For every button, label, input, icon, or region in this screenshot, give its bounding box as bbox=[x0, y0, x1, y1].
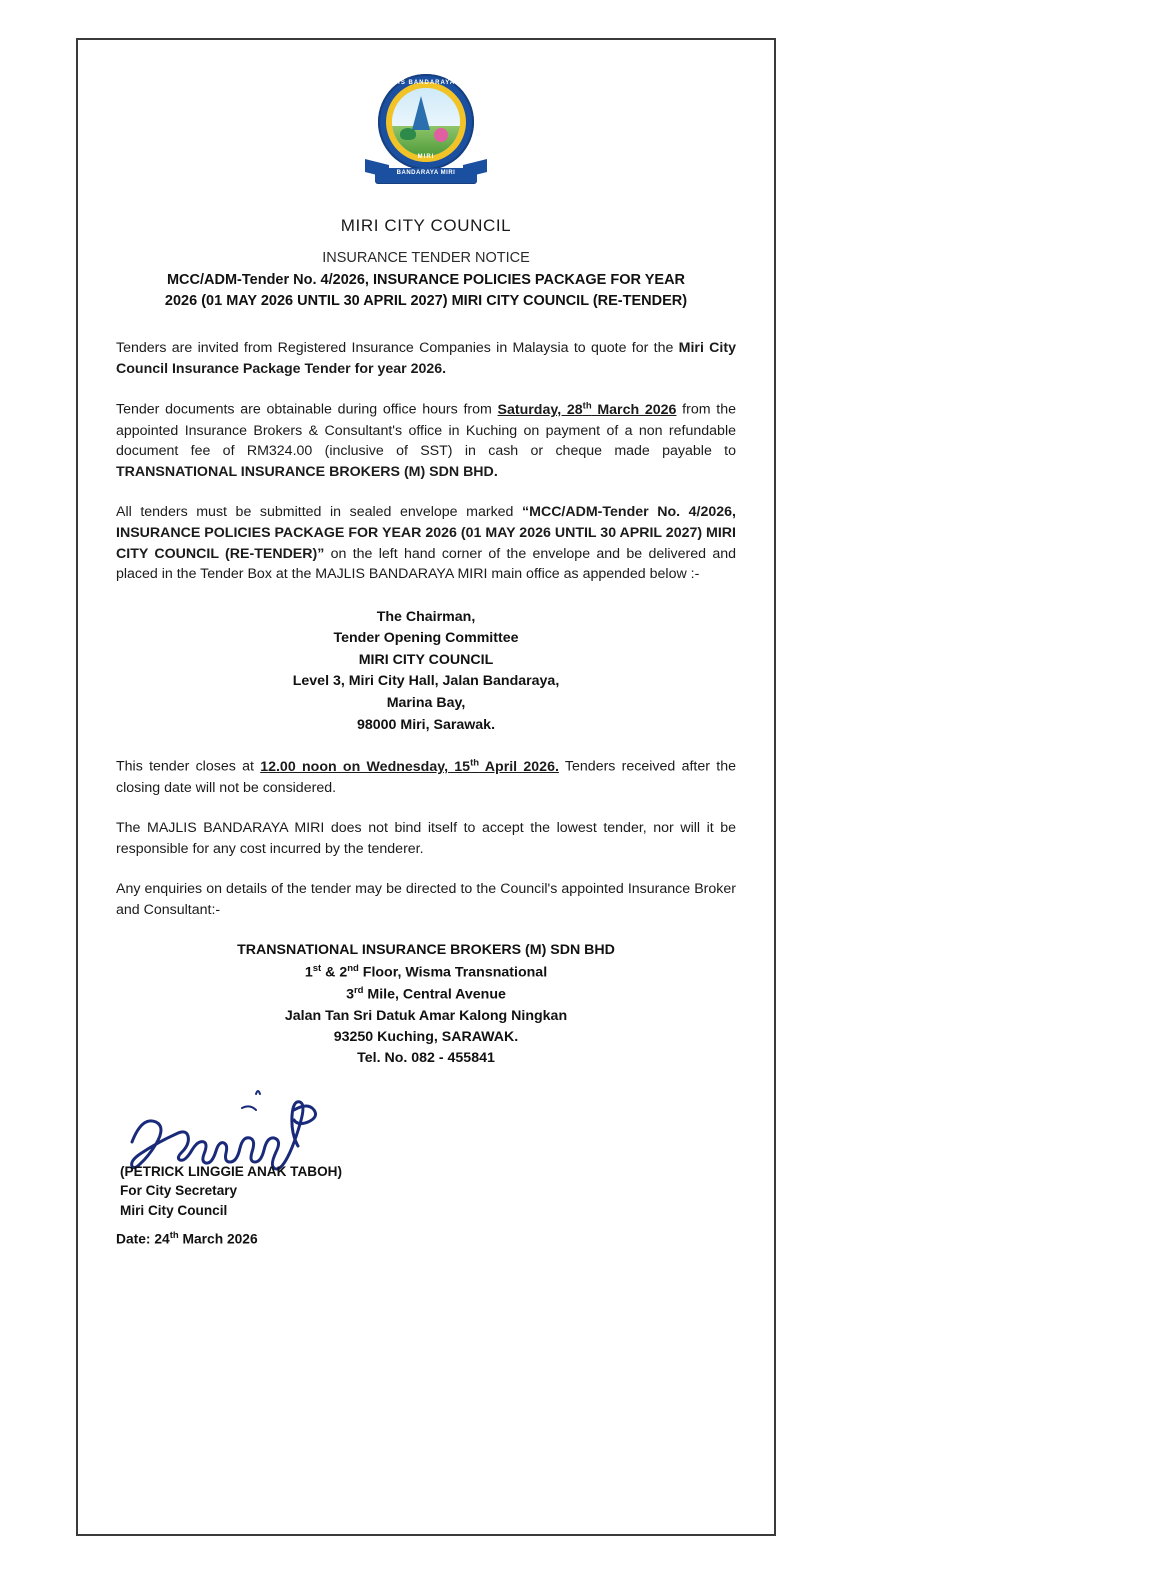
paragraph-invitation-text: Tenders are invited from Registered Insurance Companies in Malaysia to quote for the bbox=[116, 340, 679, 357]
broker-address-line-6: Tel. No. 082 - 455841 bbox=[357, 1050, 495, 1067]
signatory-name: (PETRICK LINGGIE ANAK TABOH) bbox=[120, 1163, 343, 1179]
paragraph-enquiries: Any enquiries on details of the tender may be directed to the Council's appointed Insurance Broker and Consultant:- bbox=[116, 881, 736, 918]
broker-floor-rest: Floor, Wisma Transnational bbox=[358, 964, 548, 981]
crest-ribbon-label: BANDARAYA MIRI bbox=[396, 170, 456, 176]
tender-box-address-line: Marina Bay, bbox=[386, 695, 466, 712]
broker-mile-rest: Mile, Central Avenue bbox=[363, 986, 506, 1003]
crest-container bbox=[116, 72, 736, 210]
notice-title-line-2: 2026 (01 MAY 2026 UNTIL 30 APRIL 2027) MIRI CITY COUNCIL (RE-TENDER) bbox=[164, 293, 688, 310]
broker-address-line-2 bbox=[116, 962, 736, 984]
signature-details bbox=[120, 1162, 342, 1221]
broker-company-name: TRANSNATIONAL INSURANCE BROKERS (M) SDN BHD bbox=[116, 463, 494, 480]
envelope-marking-text: “MCC/ADM-Tender No. 4/2026, INSURANCE POLICIES PACKAGE FOR YEAR 2026 (01 MAY 2026 UNTIL 30 APRIL 2027) MIRI CITY COUNCIL (RE-TENDER)” bbox=[116, 504, 736, 562]
broker-mile: 3 bbox=[346, 986, 354, 1003]
tender-box-address-line: 98000 Miri, Sarawak. bbox=[356, 716, 496, 733]
notice-kicker: INSURANCE TENDER NOTICE bbox=[322, 250, 530, 266]
paragraph-submission-text-2: on the left hand corner of the envelope and be delivered and placed in the Tender Box at the MAJLIS BANDARAYA MIRI main office as appended below :- bbox=[116, 545, 736, 583]
paragraph-submission bbox=[116, 502, 736, 584]
paragraph-closing-text-1: This tender closes at bbox=[116, 758, 261, 775]
broker-floor-1: 1 bbox=[304, 964, 313, 981]
crest-flower-icon bbox=[434, 128, 448, 142]
broker-address-line-5: 93250 Kuching, SARAWAK. bbox=[333, 1029, 519, 1046]
broker-floor-2-suffix: nd bbox=[347, 962, 359, 974]
broker-floor-1-suffix: st bbox=[312, 962, 322, 974]
tender-box-address bbox=[116, 607, 736, 736]
broker-floor-sep: & 2 bbox=[321, 964, 348, 981]
broker-address bbox=[116, 940, 736, 1069]
crest-bird-icon bbox=[400, 128, 416, 140]
crest-bottom-text: MIRI bbox=[417, 154, 435, 160]
document-date-month: March 2026 bbox=[178, 1231, 258, 1247]
paragraph-invitation bbox=[116, 338, 736, 379]
closing-time-month: April 2026. bbox=[479, 758, 559, 775]
notice-title bbox=[122, 270, 730, 312]
signature-block bbox=[116, 1086, 736, 1219]
broker-address-line-4: Jalan Tan Sri Datuk Amar Kalong Ningkan bbox=[284, 1007, 568, 1024]
closing-time-suffix: th bbox=[470, 757, 480, 769]
collection-date-month: March 2026 bbox=[591, 401, 677, 418]
broker-address-line-1: TRANSNATIONAL INSURANCE BROKERS (M) SDN BHD bbox=[237, 942, 615, 959]
paragraph-closing-time bbox=[116, 756, 736, 798]
paragraph-documents bbox=[116, 399, 736, 482]
paragraph-disclaimer: The MAJLIS BANDARAYA MIRI does not bind itself to accept the lowest tender, nor will it be responsible for any cost incurred by the tenderer. bbox=[116, 820, 736, 857]
miri-city-council-crest-icon bbox=[361, 72, 491, 210]
closing-time: 12.00 noon on Wednesday, 15 bbox=[260, 758, 471, 775]
crest-oil-derrick-icon bbox=[412, 96, 430, 130]
crest-ribbon bbox=[365, 162, 487, 188]
collection-date-suffix: th bbox=[582, 400, 592, 412]
tender-box-address-line: Level 3, Miri City Hall, Jalan Bandaraya, bbox=[292, 673, 560, 690]
document-date-label: Date: 24 bbox=[116, 1231, 170, 1247]
document-date bbox=[116, 1230, 736, 1247]
document-date-suffix: th bbox=[169, 1229, 179, 1241]
paragraph-closing-text-2: Tenders received after the closing date will not be considered. bbox=[116, 758, 736, 796]
signatory-role: For City Secretary bbox=[120, 1183, 238, 1199]
paragraph-documents-text-2: from the appointed Insurance Brokers & Consultant's office in Kuching on payment of a non refundable document fee of RM324.00 (inclusive of SST) in cash or cheque made payable to bbox=[116, 401, 736, 460]
paragraph-invitation-emphasis: Miri City Council Insurance Package Tender for year 2026. bbox=[116, 340, 736, 377]
paragraph-documents-text-1: Tender documents are obtainable during office hours from bbox=[116, 401, 498, 418]
broker-mile-suffix: rd bbox=[353, 984, 364, 996]
tender-notice-page bbox=[76, 38, 776, 1536]
council-name: MIRI CITY COUNCIL bbox=[340, 216, 512, 235]
paragraph-documents-period: . bbox=[493, 463, 498, 480]
broker-address-line-3 bbox=[116, 984, 736, 1006]
tender-box-address-line: MIRI CITY COUNCIL bbox=[358, 651, 494, 668]
crest-top-text: MAJLIS BANDARAYA MIRI bbox=[377, 80, 475, 86]
tender-box-address-line: Tender Opening Committee bbox=[333, 630, 519, 647]
signatory-organisation: Miri City Council bbox=[120, 1203, 228, 1219]
crest-core bbox=[392, 88, 460, 156]
collection-date: Saturday, 28 bbox=[497, 401, 583, 418]
tender-box-address-line: The Chairman, bbox=[376, 608, 476, 625]
paragraph-submission-text-1: All tenders must be submitted in sealed envelope marked bbox=[116, 504, 523, 521]
notice-title-line-1: MCC/ADM-Tender No. 4/2026, INSURANCE POLICIES PACKAGE FOR YEAR bbox=[166, 272, 686, 288]
